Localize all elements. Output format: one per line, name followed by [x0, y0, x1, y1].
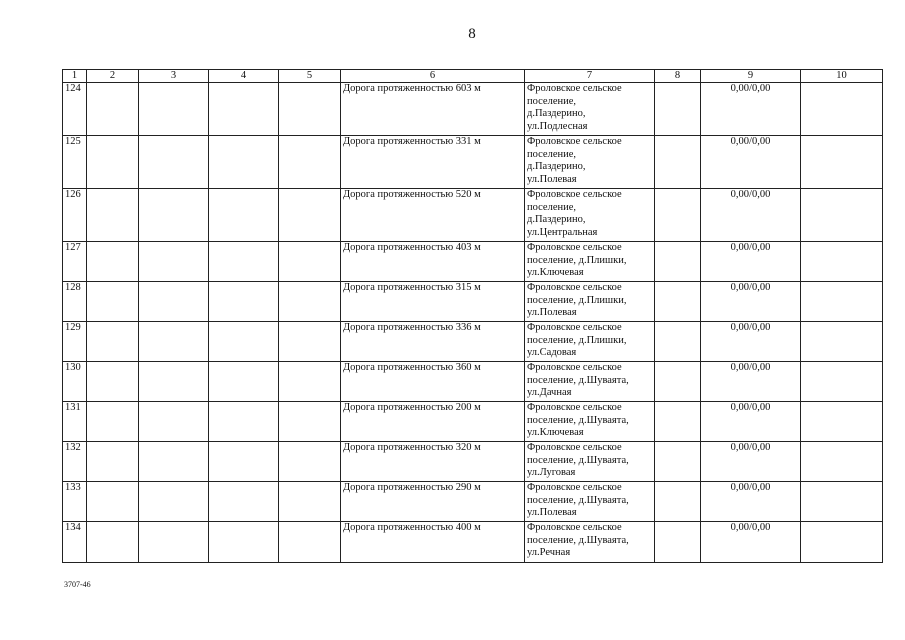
address-line: Фроловское сельское [527, 442, 622, 453]
cost-value: 0,00/0,00 [701, 482, 801, 522]
empty-cell [209, 136, 279, 189]
table-row [63, 189, 883, 242]
object-name: Дорога протяженностью 403 м [341, 242, 525, 282]
table-row [63, 322, 883, 362]
address-line: Фроловское сельское [527, 402, 622, 413]
empty-cell [801, 522, 883, 563]
empty-cell [279, 136, 341, 189]
address-line: Фроловское сельское [527, 362, 622, 373]
row-number: 132 [63, 442, 87, 482]
object-name: Дорога протяженностью 331 м [341, 136, 525, 189]
empty-cell [655, 482, 701, 522]
cost-value: 0,00/0,00 [701, 322, 801, 362]
empty-cell [279, 322, 341, 362]
object-address [525, 322, 655, 362]
empty-cell [655, 83, 701, 136]
cost-value: 0,00/0,00 [701, 242, 801, 282]
empty-cell [279, 522, 341, 563]
address-line: поселение, д.Шуваята, [527, 374, 629, 386]
column-header: 5 [279, 70, 341, 83]
address-line: Фроловское сельское [527, 322, 622, 333]
empty-cell [655, 362, 701, 402]
empty-cell [655, 242, 701, 282]
object-address [525, 83, 655, 136]
address-line: поселение, д.Плишки, [527, 294, 627, 306]
address-line: поселение, д.Плишки, [527, 334, 627, 346]
empty-cell [801, 482, 883, 522]
address-line: поселение, д.Шуваята, [527, 534, 629, 546]
empty-cell [279, 482, 341, 522]
cost-value: 0,00/0,00 [701, 402, 801, 442]
row-number: 125 [63, 136, 87, 189]
table-body [63, 83, 883, 563]
cost-value: 0,00/0,00 [701, 282, 801, 322]
cost-value: 0,00/0,00 [701, 442, 801, 482]
row-number: 127 [63, 242, 87, 282]
empty-cell [279, 242, 341, 282]
address-line: Фроловское сельское [527, 522, 622, 533]
column-header: 2 [87, 70, 139, 83]
empty-cell [655, 442, 701, 482]
empty-cell [279, 189, 341, 242]
table-row [63, 482, 883, 522]
object-name: Дорога протяженностью 360 м [341, 362, 525, 402]
object-name: Дорога протяженностью 200 м [341, 402, 525, 442]
object-address [525, 402, 655, 442]
column-header: 6 [341, 70, 525, 83]
column-header: 3 [139, 70, 209, 83]
table-row [63, 362, 883, 402]
empty-cell [139, 189, 209, 242]
empty-cell [279, 362, 341, 402]
address-line: поселение, [527, 201, 577, 213]
address-line: ул.Садовая [527, 347, 577, 358]
empty-cell [279, 282, 341, 322]
empty-cell [209, 282, 279, 322]
row-number: 126 [63, 189, 87, 242]
row-number: 128 [63, 282, 87, 322]
address-line: ул.Дачная [527, 387, 572, 398]
empty-cell [87, 362, 139, 402]
address-line: ул.Полевая [527, 173, 577, 185]
address-line: ул.Подлесная [527, 120, 588, 132]
empty-cell [801, 242, 883, 282]
cost-value: 0,00/0,00 [701, 189, 801, 242]
table-row [63, 83, 883, 136]
object-name: Дорога протяженностью 290 м [341, 482, 525, 522]
table-row [63, 522, 883, 563]
address-line: поселение, д.Шуваята, [527, 414, 629, 426]
object-address [525, 242, 655, 282]
empty-cell [87, 83, 139, 136]
empty-cell [139, 83, 209, 136]
table-row [63, 242, 883, 282]
row-number: 129 [63, 322, 87, 362]
table-row [63, 282, 883, 322]
empty-cell [801, 322, 883, 362]
empty-cell [655, 522, 701, 563]
address-line: ул.Полевая [527, 507, 577, 518]
header-row [63, 70, 883, 83]
empty-cell [801, 402, 883, 442]
empty-cell [87, 189, 139, 242]
address-line: д.Паздерино, [527, 214, 586, 225]
address-line: ул.Полевая [527, 307, 577, 318]
empty-cell [209, 442, 279, 482]
empty-cell [209, 362, 279, 402]
empty-cell [655, 136, 701, 189]
address-line: Фроловское сельское [527, 83, 622, 94]
row-number: 133 [63, 482, 87, 522]
empty-cell [801, 282, 883, 322]
empty-cell [139, 362, 209, 402]
empty-cell [209, 482, 279, 522]
empty-cell [87, 282, 139, 322]
object-address [525, 136, 655, 189]
registry-table [62, 69, 883, 563]
address-line: Фроловское сельское [527, 242, 622, 253]
empty-cell [801, 83, 883, 136]
address-line: поселение, д.Плишки, [527, 254, 627, 266]
empty-cell [139, 282, 209, 322]
empty-cell [209, 522, 279, 563]
cost-value: 0,00/0,00 [701, 362, 801, 402]
address-line: д.Паздерино, [527, 108, 586, 119]
address-line: Фроловское сельское [527, 189, 622, 200]
page-number: 8 [468, 26, 476, 42]
table-row [63, 136, 883, 189]
empty-cell [139, 402, 209, 442]
empty-cell [139, 442, 209, 482]
address-line: ул.Центральная [527, 226, 598, 238]
address-line: ул.Речная [527, 547, 571, 558]
empty-cell [209, 242, 279, 282]
empty-cell [139, 482, 209, 522]
address-line: д.Паздерино, [527, 161, 586, 172]
empty-cell [655, 402, 701, 442]
object-address [525, 482, 655, 522]
address-line: поселение, д.Шуваята, [527, 454, 629, 466]
address-line: Фроловское сельское [527, 482, 622, 493]
empty-cell [801, 136, 883, 189]
document-code: 3707-46 [64, 580, 91, 589]
object-address [525, 522, 655, 563]
empty-cell [139, 522, 209, 563]
row-number: 124 [63, 83, 87, 136]
address-line: Фроловское сельское [527, 282, 622, 293]
cost-value: 0,00/0,00 [701, 136, 801, 189]
empty-cell [87, 402, 139, 442]
empty-cell [801, 189, 883, 242]
empty-cell [87, 482, 139, 522]
empty-cell [139, 136, 209, 189]
address-line: поселение, [527, 148, 577, 160]
object-address [525, 282, 655, 322]
column-header: 1 [63, 70, 87, 83]
row-number: 130 [63, 362, 87, 402]
object-name: Дорога протяженностью 603 м [341, 83, 525, 136]
empty-cell [209, 322, 279, 362]
object-address [525, 362, 655, 402]
empty-cell [209, 402, 279, 442]
empty-cell [87, 442, 139, 482]
empty-cell [139, 242, 209, 282]
empty-cell [655, 282, 701, 322]
empty-cell [87, 136, 139, 189]
address-line: Фроловское сельское [527, 136, 622, 147]
empty-cell [655, 322, 701, 362]
empty-cell [87, 242, 139, 282]
address-line: ул.Ключевая [527, 427, 584, 438]
address-line: поселение, [527, 95, 577, 107]
address-line: ул.Ключевая [527, 267, 584, 278]
empty-cell [279, 442, 341, 482]
empty-cell [655, 189, 701, 242]
address-line: поселение, д.Шуваята, [527, 494, 629, 506]
row-number: 131 [63, 402, 87, 442]
empty-cell [279, 83, 341, 136]
cost-value: 0,00/0,00 [701, 522, 801, 563]
empty-cell [801, 442, 883, 482]
address-line: ул.Луговая [527, 467, 576, 478]
table-row [63, 442, 883, 482]
row-number: 134 [63, 522, 87, 563]
empty-cell [279, 402, 341, 442]
empty-cell [87, 522, 139, 563]
empty-cell [209, 189, 279, 242]
column-header: 8 [655, 70, 701, 83]
empty-cell [139, 322, 209, 362]
object-name: Дорога протяженностью 320 м [341, 442, 525, 482]
empty-cell [209, 83, 279, 136]
column-header: 9 [701, 70, 801, 83]
object-name: Дорога протяженностью 520 м [341, 189, 525, 242]
object-name: Дорога протяженностью 315 м [341, 282, 525, 322]
empty-cell [87, 322, 139, 362]
column-header: 10 [801, 70, 883, 83]
empty-cell [801, 362, 883, 402]
column-header: 7 [525, 70, 655, 83]
object-address [525, 189, 655, 242]
table-row [63, 402, 883, 442]
object-name: Дорога протяженностью 400 м [341, 522, 525, 563]
object-address [525, 442, 655, 482]
object-name: Дорога протяженностью 336 м [341, 322, 525, 362]
column-header: 4 [209, 70, 279, 83]
cost-value: 0,00/0,00 [701, 83, 801, 136]
